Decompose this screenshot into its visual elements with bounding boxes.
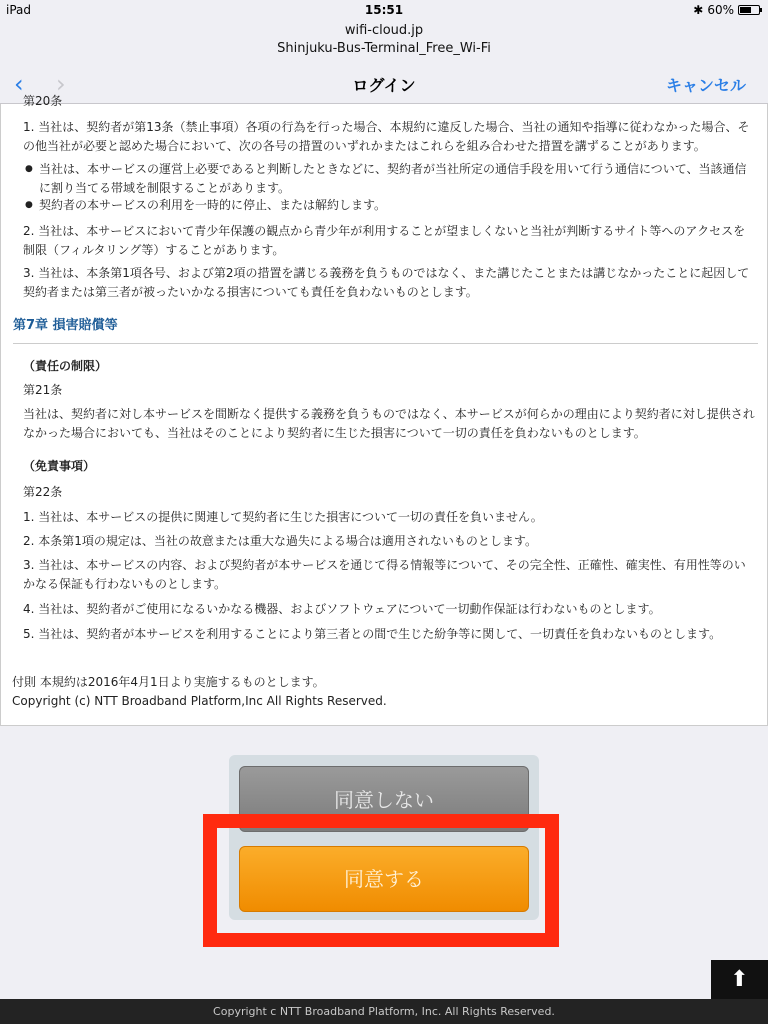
disagree-button[interactable]: 同意しない: [239, 766, 529, 832]
page-domain: wifi-cloud.jp: [344, 23, 424, 38]
status-right: [693, 3, 760, 17]
terms-copyright: Copyright (c) NTT Broadband Platform,Inc All Rights Reserved.: [12, 694, 387, 708]
article-21-body: 当社は、契約者に対し本サービスを間断なく提供する義務を負うものではなく、本サービスが何らかの理由により契約者に対し提供されなかった場合においても、当社はそのことにより契約者に生じた損害について一切の責任を負わないものとします。: [23, 407, 755, 440]
article-22-number: 第22条: [23, 485, 63, 499]
supplementary-provision: 付則 本規約は2016年4月1日より実施するものとします。: [12, 675, 325, 689]
article-22-title: （免責事項）: [23, 459, 96, 473]
status-bar: [0, 0, 768, 20]
article-22-para-2: 2. 本条第1項の規定は、当社の故意または重大な過失による場合は適用されないものとします。: [23, 534, 537, 548]
back-chevron-icon[interactable]: ‹: [14, 70, 24, 98]
article-20-bullet-2: ● 契約者の本サービスの利用を一時的に停止、または解約します。: [25, 196, 757, 215]
highlight-annotation: [203, 814, 559, 947]
chapter-7-heading: 第7章 損害賠償等: [13, 316, 758, 344]
article-20-para-2: 2. 当社は、本サービスにおいて青少年保護の観点から青少年が利用することが望ましくないと当社が判断するサイト等へのアクセスを制限（フィルタリング等）することがあります。: [23, 224, 746, 257]
battery-icon: [738, 5, 760, 15]
status-time: 15:51: [364, 3, 404, 17]
forward-chevron-icon[interactable]: ›: [56, 70, 66, 98]
battery-fill: [740, 7, 751, 13]
article-20-para-1: 1. 当社は、契約者が第13条（禁止事項）各項の行為を行った場合、本規約に違反した場合、当社の通知や指導に従わなかった場合、その他当社が必要と認めた場合において、次の各号の措置のいずれかまたはこれらを組み合わせた措置を講ずることがあります。: [23, 120, 750, 153]
article-22-para-4: 4. 当社は、契約者がご使用になるいかなる機器、およびソフトウェアについて一切動作保証は行わないものとします。: [23, 602, 661, 616]
article-22-para-1: 1. 当社は、本サービスの提供に関連して契約者に生じた損害について一切の責任を負いません。: [23, 510, 543, 524]
agree-button[interactable]: 同意する: [239, 846, 529, 912]
bluetooth-icon: ✱: [693, 3, 704, 17]
terms-content[interactable]: [0, 94, 768, 726]
article-20-para-3: 3. 当社は、本条第1項各号、および第2項の措置を講じる義務を負うものではなく、また講じたことまたは講じなかったことに起因して契約者または第三者が被ったいかなる損害についても責任を負わないものとします。: [23, 266, 750, 299]
nav-bar: [0, 62, 768, 104]
article-20-heading: 第20条: [23, 94, 63, 108]
article-20-bullet-1: ● 当社は、本サービスの運営上必要であると判断したときなどに、契約者が当社所定の通信手段を用いて行う通信について、当該通信に割り当てる帯域を制限することがあります。: [25, 160, 757, 198]
article-21-title: （責任の制限）: [23, 359, 108, 373]
cancel-button[interactable]: キャンセル: [665, 76, 746, 95]
device-name: iPad: [6, 3, 32, 17]
nav-title: ログイン: [352, 76, 416, 95]
article-21-number: 第21条: [23, 383, 63, 397]
scroll-top-arrow-icon[interactable]: ⬆: [711, 960, 768, 1000]
article-22-para-3: 3. 当社は、本サービスの内容、および契約者が本サービスを通じて得る情報等について、その完全性、正確性、確実性、有用性等のいかなる保証も行わないものとします。: [23, 558, 746, 591]
battery-percent: 60%: [707, 3, 734, 17]
page-footer: Copyright c NTT Broadband Platform, Inc. All Rights Reserved.: [0, 999, 768, 1024]
article-22-para-5: 5. 当社は、契約者が本サービスを利用することにより第三者との間で生じた紛争等に関して、一切責任を負わないものとします。: [23, 627, 722, 641]
address-bar: [0, 22, 768, 58]
network-name: Shinjuku-Bus-Terminal_Free_Wi-Fi: [277, 41, 491, 56]
